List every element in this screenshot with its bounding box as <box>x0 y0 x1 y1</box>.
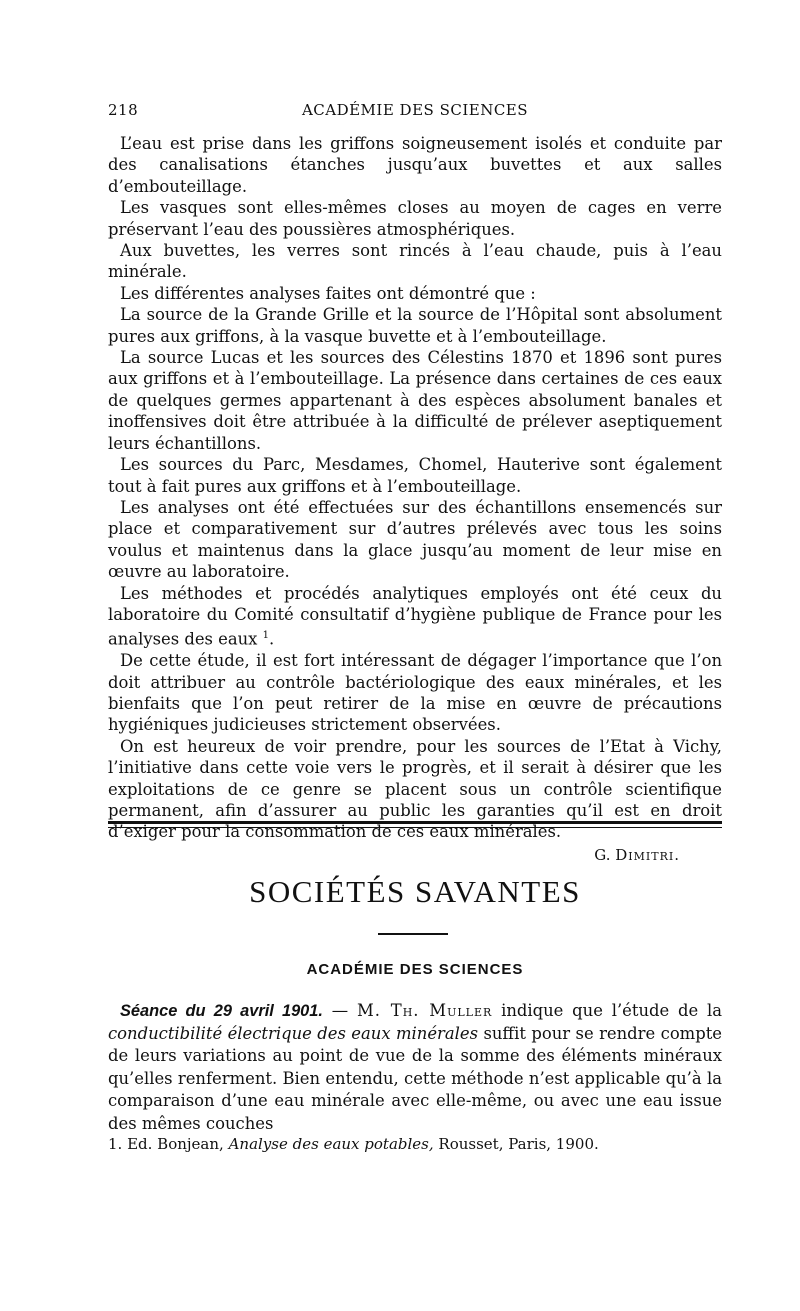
paragraph-end: . <box>269 629 275 649</box>
footnote-publisher: Rousset, Paris, 1900. <box>438 1135 599 1153</box>
section-divider-thick <box>108 821 722 824</box>
paragraph-text: Les méthodes et procédés analytiques employés ont été ceux du laboratoire du Comité consultatif d’hygiène publique de France pour les analyses des eaux <box>108 583 722 649</box>
paragraph: La source de la Grande Grille et la source de l’Hôpital sont absolument pures aux griffons, à la vasque buvette et à l’embouteillage. <box>108 305 722 346</box>
paragraph: Les sources du Parc, Mesdames, Chomel, Hauterive sont également tout à fait pures aux griffons et à l’embouteillage. <box>108 455 722 496</box>
footnote <box>108 1135 722 1153</box>
footnote-title: Analyse des eaux potables, <box>228 1135 434 1153</box>
paragraph: De cette étude, il est fort intéressant de dégager l’importance que l’on doit attribuer au contrôle bactériologique des eaux minérales, et les bienfaits que l’on peut retirer de la mise en œuvre de précautions hygiéniques judicieuses strictement observées. <box>108 651 722 735</box>
footnote-ref: 1 <box>262 630 270 642</box>
article-body <box>108 133 722 866</box>
paragraph: L’eau est prise dans les griffons soigneusement isolés et conduite par des canalisations étanches jusqu’aux buvettes et aux salles d’embouteillage. <box>108 134 722 196</box>
paragraph-methodes <box>108 583 722 651</box>
seance-paragraph <box>108 1000 722 1136</box>
seance-dash: — <box>322 1001 357 1020</box>
paragraph: Les différentes analyses faites ont démontré que : <box>120 283 536 303</box>
seance-text-2: suffit pour se rendre compte de leurs variations au point de vue de la somme des éléments minéraux qu’elles renferment. Bien entendu, cette méthode n’est applicable qu’à la comparaison d’une eau minérale avec elle-même, ou avec une eau issue des mêmes couches <box>108 1023 723 1133</box>
seance-date: Séance du 29 avril 1901. <box>120 1002 323 1020</box>
section-subtitle: ACADÉMIE DES SCIENCES <box>306 961 524 978</box>
footnote-author: Ed. Bonjean, <box>127 1135 224 1153</box>
paragraph: Les vasques sont elles-mêmes closes au moyen de cages en verre préservant l’eau des poussières atmosphériques. <box>108 198 722 239</box>
section-title: SOCIÉTÉS SAVANTES <box>249 874 581 909</box>
paragraph: On est heureux de voir prendre, pour les sources de l’Etat à Vichy, l’initiative dans cette voie vers le progrès, et il serait à désirer que les exploitations de ce genre se placent sous un contrôle scientifique permanent, afin d’assurer au public les garanties qu’il est en droit d’exiger pour la consommation de ces eaux minérales. <box>108 736 722 842</box>
page-number: 218 <box>108 101 139 119</box>
section-divider-thin <box>108 827 722 828</box>
running-title: ACADÉMIE DES SCIENCES <box>301 101 529 119</box>
signature-initial: G. <box>594 845 611 864</box>
seance-author: M. Th. Muller <box>356 1001 493 1020</box>
paragraph: La source Lucas et les sources des Célestins 1870 et 1896 sont pures aux griffons et à l’embouteillage. La présence dans certaines de ces eaux de quelques germes appartenant à des espèces absolument banales et inoffensives doit être attribuée à la difficulté de prélever aseptiquement leurs échantillons. <box>108 348 722 453</box>
seance-text-1: indique que l’étude de la <box>492 1001 722 1020</box>
footnote-number: 1. <box>108 1135 123 1153</box>
signature-name: Dimitri. <box>615 845 680 864</box>
paragraph: Aux buvettes, les verres sont rincés à l’eau chaude, puis à l’eau minérale. <box>108 241 722 282</box>
title-underline <box>378 933 448 935</box>
signature <box>108 845 722 866</box>
seance-italic: conductibilité électrique des eaux minérales <box>108 1023 479 1043</box>
paragraph: Les analyses ont été effectuées sur des échantillons ensemencés sur place et comparativement sur d’autres prélevés avec tous les soins voulus et maintenus dans la glace jusqu’au moment de leur mise en œuvre au laboratoire. <box>108 497 722 582</box>
running-header <box>108 101 722 123</box>
